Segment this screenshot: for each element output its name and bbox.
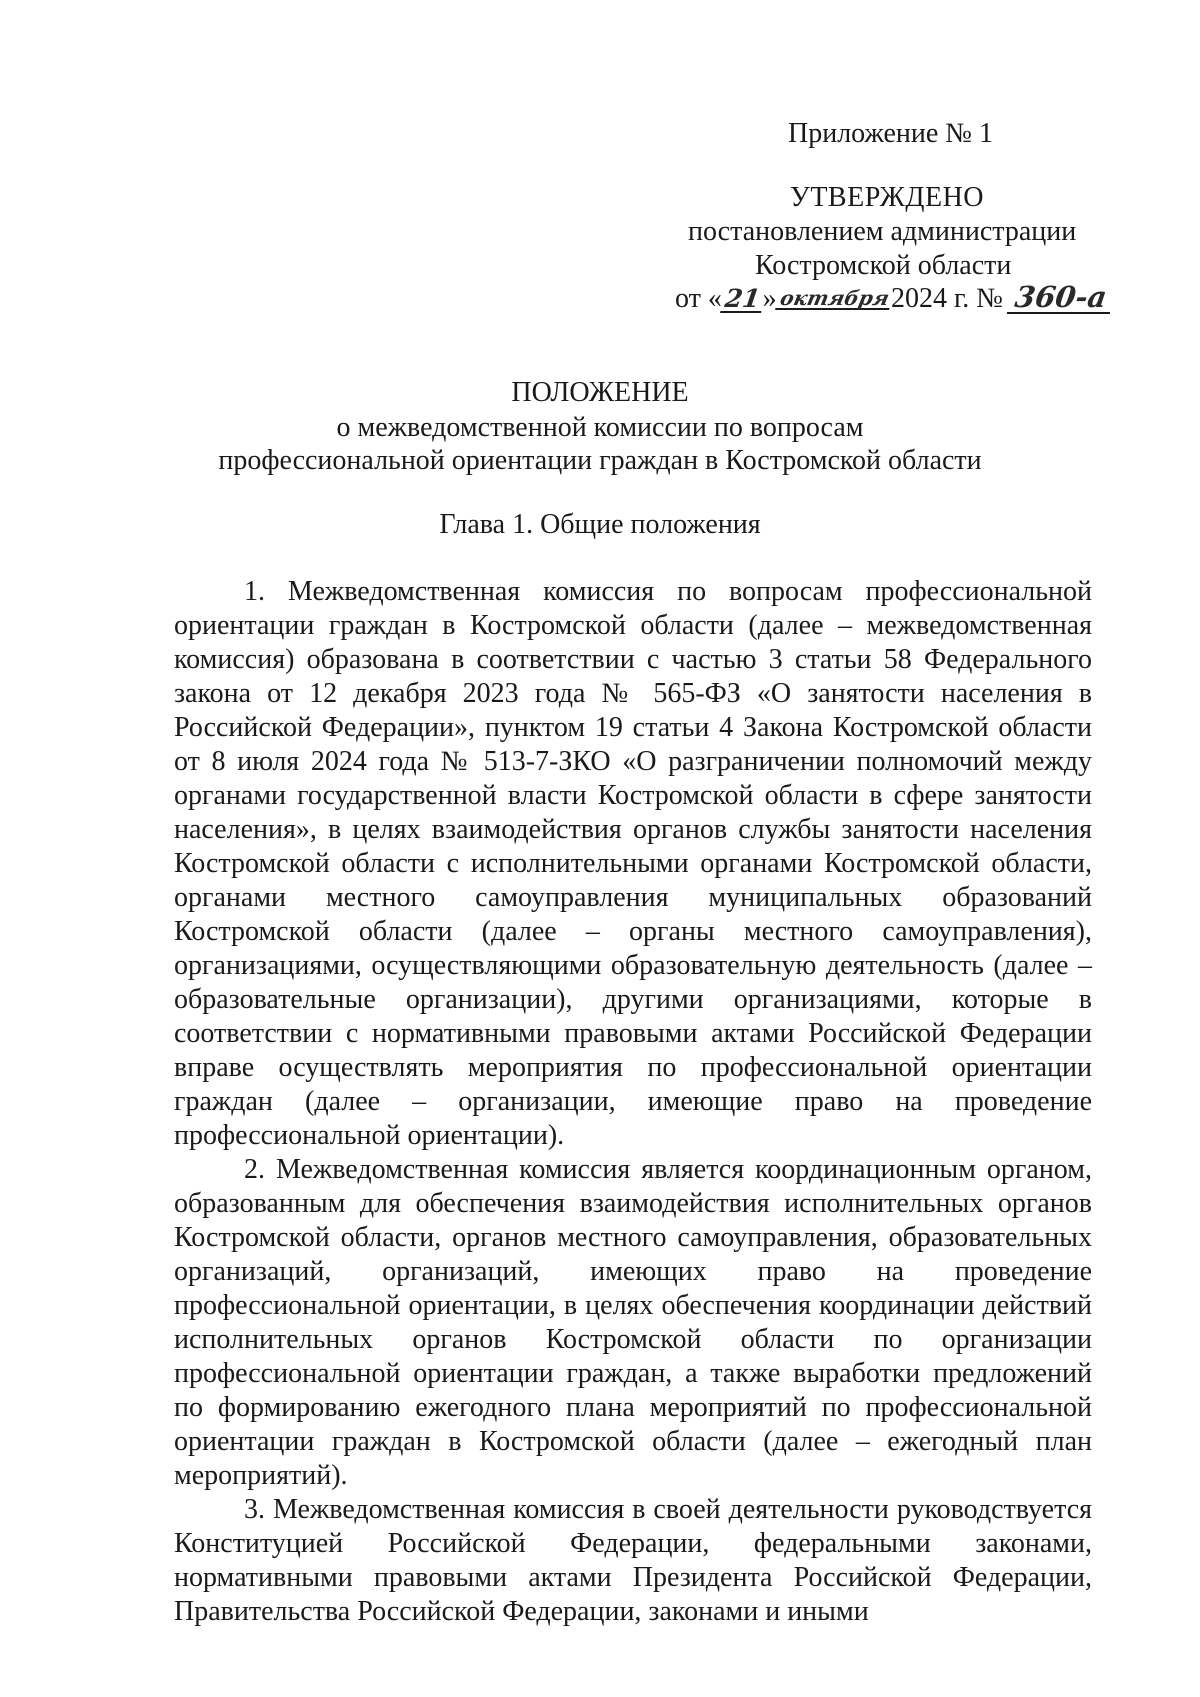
decree-date-line: [675, 280, 1112, 314]
date-prefix: от «: [675, 283, 722, 314]
document-heading: ПОЛОЖЕНИЕ: [511, 377, 689, 408]
approved-by-line: постановлением администрации: [688, 216, 1077, 247]
document-body: [174, 575, 1092, 1629]
date-day-handwritten: 21: [720, 286, 765, 313]
decree-number-handwritten: 360-а: [1007, 283, 1115, 314]
annex-label: Приложение № 1: [788, 118, 993, 149]
date-year: 2024 г. №: [890, 283, 1004, 314]
approved-region-line: Костромской области: [755, 250, 1012, 281]
date-month-handwritten: октября: [775, 288, 894, 310]
approved-label: УТВЕРЖДЕНО: [790, 182, 985, 213]
date-mid: »: [762, 283, 777, 314]
paragraph-3: 3. Межведомственная комиссия в своей деятельности руководствуется Конституцией Российской Федерации, федеральными законами, нормативными правовыми актами Президента Российской Федерации, Правительства Российской Федерации, законами и иными: [174, 1494, 1092, 1627]
paragraph-1: 1. Межведомственная комиссия по вопросам профессиональной ориентации граждан в Костромской области (далее – межведомственная комиссия) образована в соответствии с частью 3 статьи 58 Федерального закона от 12 декабря 2023 года № 565-ФЗ «О занятости населения в Российской Федерации», пунктом 19 статьи 4 Закона Костромской области от 8 июля 2024 года № 513-7-ЗКО «О разграничении полномочий между органами государственной власти Костромской области в сфере занятости населения», в целях взаимодействия органов службы занятости населения Костромской области с исполнительными органами Костромской области, органами местного самоуправления муниципальных образований Костромской области (далее – органы местного самоуправления), организациями, осуществляющими образовательную деятельность (далее – образовательные организации), другими организациями, которые в соответствии с нормативными правовыми актами Российской Федерации вправе осуществлять мероприятия по профессиональной ориентации граждан (далее – организации, имеющие право на проведение профессиональной ориентации).: [174, 576, 1092, 1151]
paragraph-2: 2. Межведомственная комиссия является координационным органом, образованным для обеспечения взаимодействия исполнительных органов Костромской области, органов местного самоуправления, образовательных организаций, организаций, имеющих право на проведение профессиональной ориентации, в целях обеспечения координации действий исполнительных органов Костромской области по организации профессиональной ориентации граждан, а также выработки предложений по формированию ежегодного плана мероприятий по профессиональной ориентации граждан в Костромской области (далее – ежегодный план мероприятий).: [174, 1154, 1092, 1491]
document-subtitle-line-1: о межведомственной комиссии по вопросам: [336, 412, 864, 443]
document-subtitle-line-2: профессиональной ориентации граждан в Костромской области: [218, 445, 982, 476]
chapter-heading: Глава 1. Общие положения: [439, 509, 761, 540]
